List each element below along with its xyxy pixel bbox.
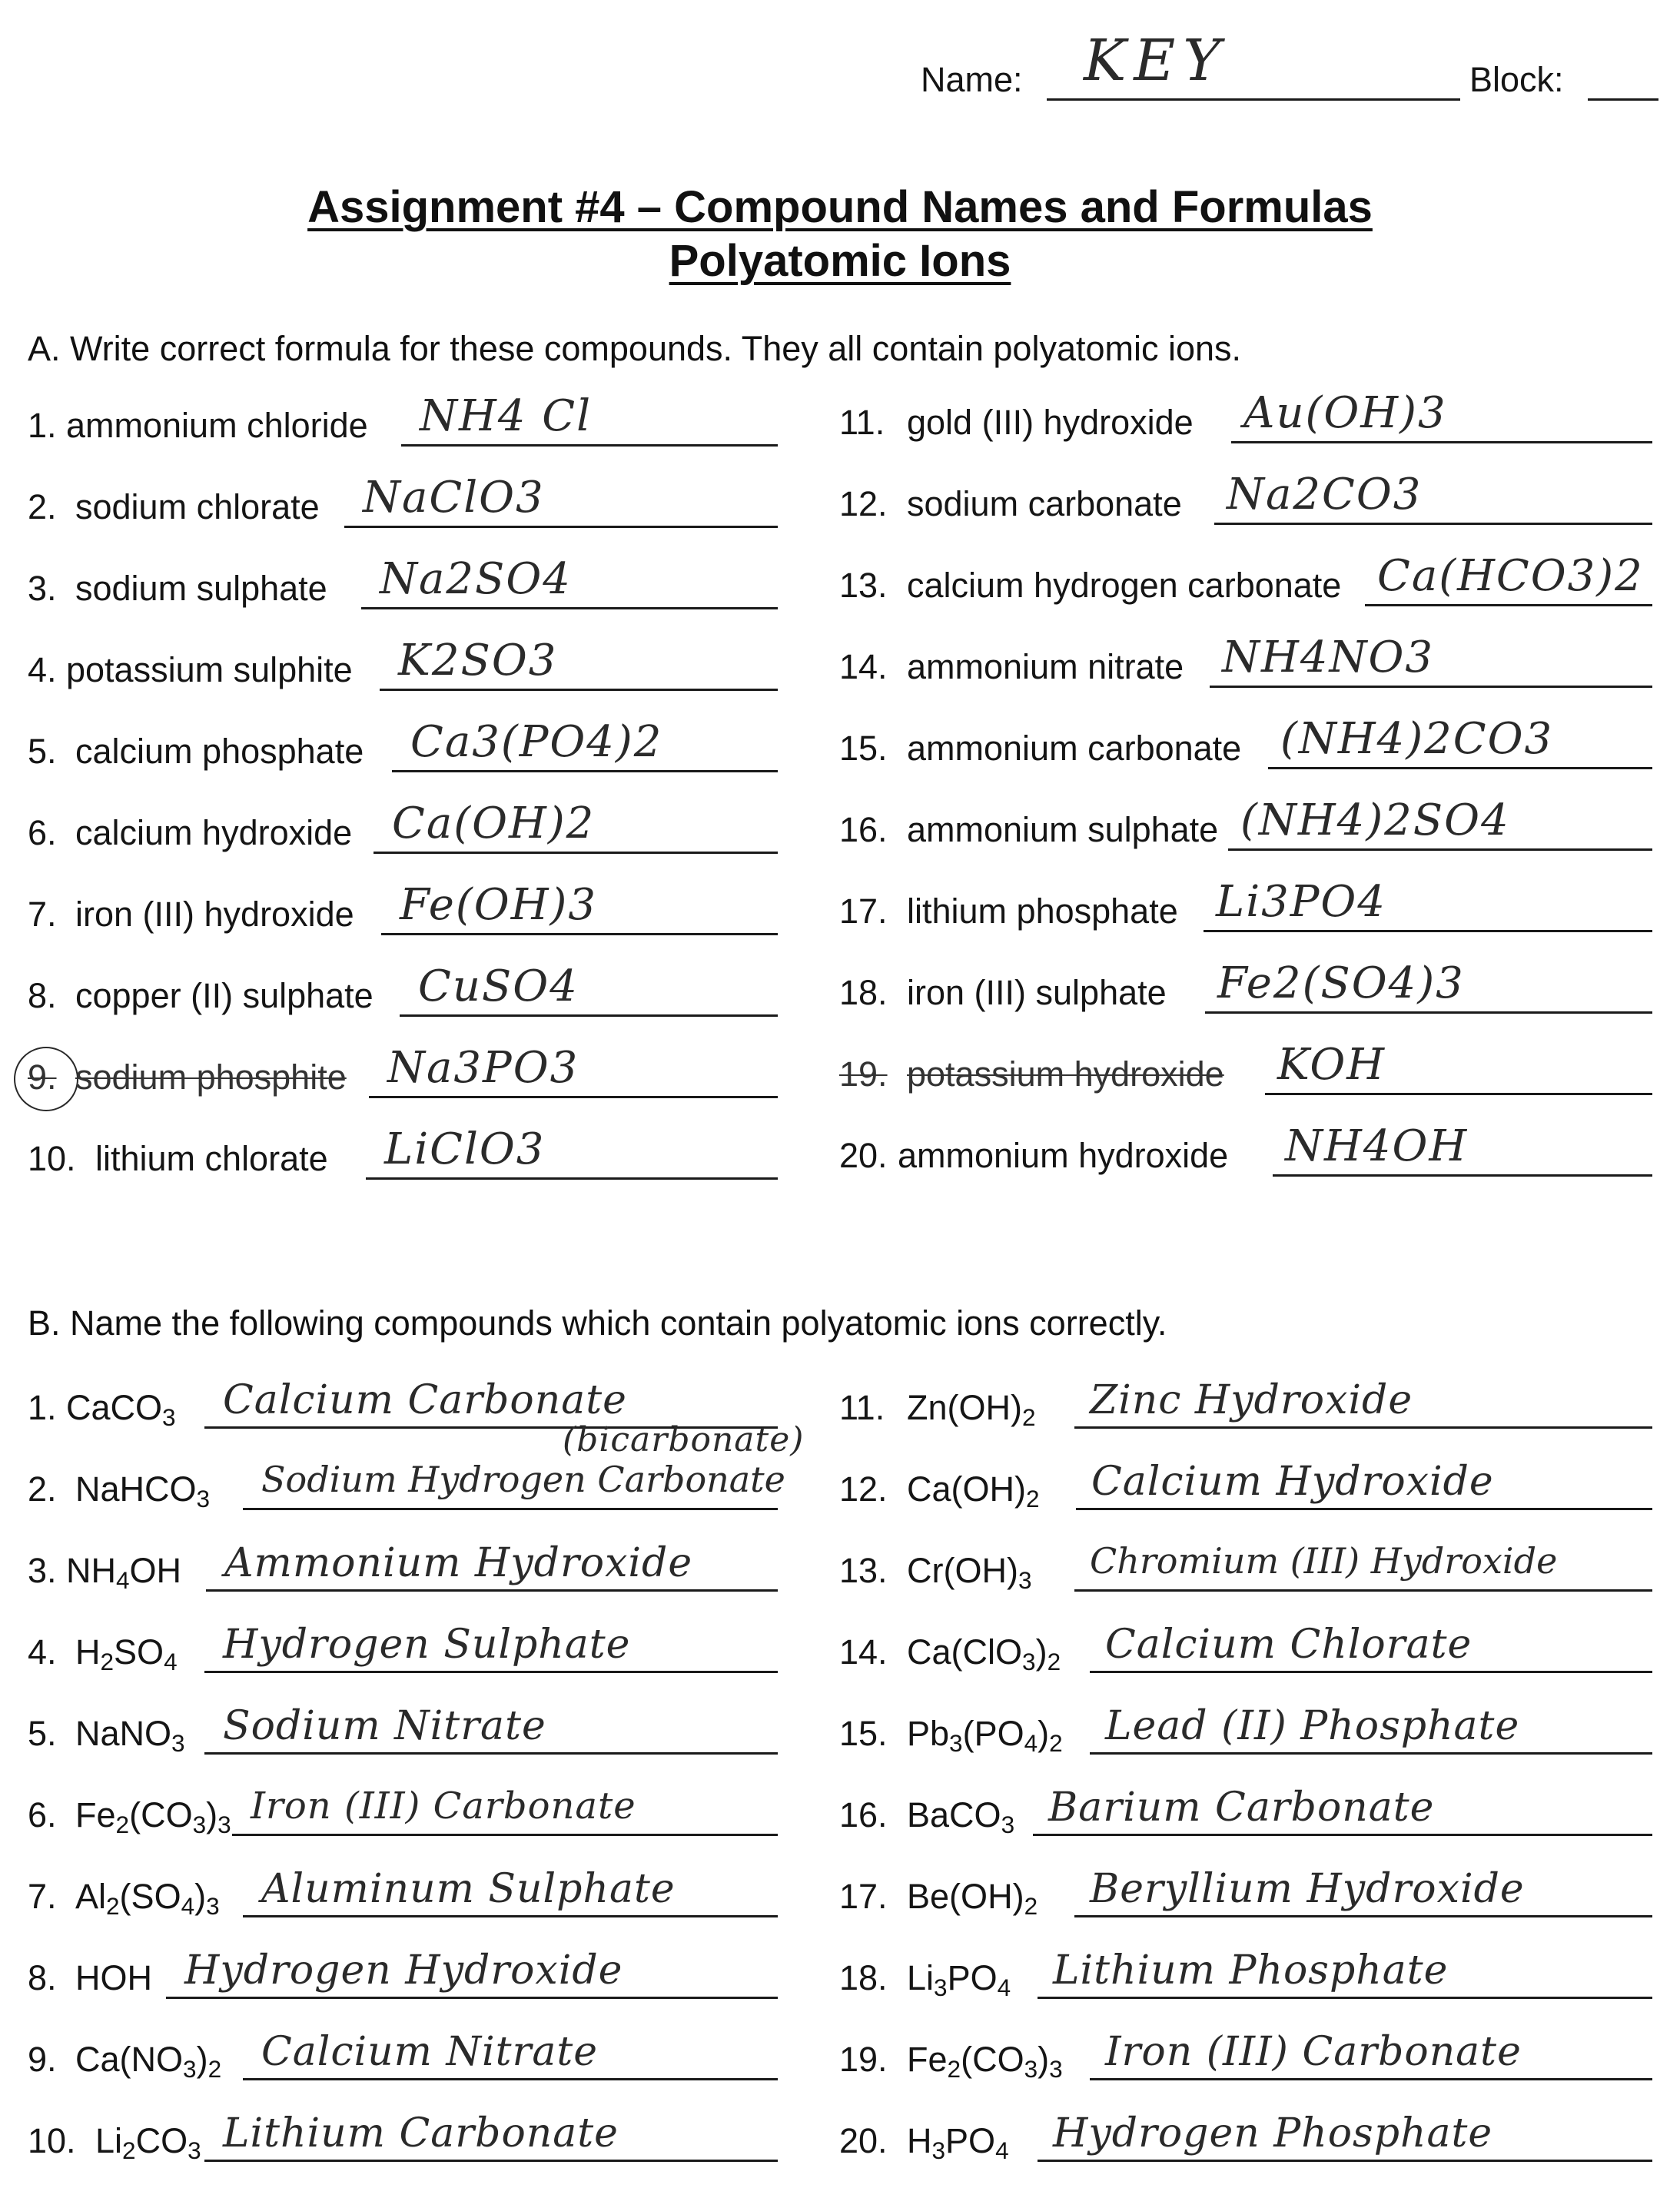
answer-line bbox=[166, 1997, 778, 1999]
section-b-formula: BaCO$_3$ bbox=[907, 1795, 1015, 1838]
section-b-answer: Calcium Carbonate bbox=[223, 1377, 627, 1423]
section-a-item-number: 1. bbox=[28, 406, 57, 445]
section-a-compound-name: lithium phosphate bbox=[907, 891, 1178, 931]
answer-line bbox=[366, 1177, 778, 1180]
section-b-answer: Calcium Chlorate bbox=[1105, 1622, 1472, 1668]
section-b-formula: $Li_3PO_4$ bbox=[907, 1958, 1011, 2001]
answer-line bbox=[369, 1096, 778, 1098]
section-a-item-number: 9. bbox=[28, 1057, 57, 1097]
section-b-item-number: 14. bbox=[839, 1632, 888, 1672]
section-a-answer: CuSO4 bbox=[418, 961, 579, 1011]
section-b-answer: Ammonium Hydroxide bbox=[224, 1540, 693, 1586]
block-label: Block: bbox=[1469, 60, 1564, 99]
section-b-formula: NaNO$_3$ bbox=[75, 1714, 185, 1757]
answer-line bbox=[361, 607, 778, 609]
answer-line bbox=[1231, 441, 1652, 443]
section-b-answer: Calcium Hydroxide bbox=[1091, 1459, 1494, 1505]
section-b-answer: Aluminum Sulphate bbox=[261, 1866, 676, 1912]
name-label: Name: bbox=[921, 60, 1023, 99]
name-line bbox=[1047, 98, 1460, 101]
section-a-compound-name: sodium carbonate bbox=[907, 484, 1182, 523]
section-b-formula: $Ca(NO_3)_2$ bbox=[75, 2040, 222, 2083]
section-a-answer: Ca3(PO4)2 bbox=[410, 717, 663, 767]
section-b-answer: Iron (III) Carbonate bbox=[251, 1785, 636, 1828]
section-a-answer: Ca(HCO3)2 bbox=[1377, 551, 1644, 601]
section-a-compound-name: calcium phosphate bbox=[75, 732, 364, 771]
section-b-formula: $Fe_2(CO_3)_3$ bbox=[907, 2040, 1063, 2083]
section-a-compound-name: ammonium hydroxide bbox=[898, 1136, 1229, 1175]
section-a-item-number: 8. bbox=[28, 976, 57, 1015]
section-b-formula: $Cr(OH)_3$ bbox=[907, 1551, 1032, 1594]
section-a-item-number: 19. bbox=[839, 1054, 888, 1094]
answer-line bbox=[344, 526, 778, 528]
section-a-compound-name: copper (II) sulphate bbox=[75, 976, 374, 1015]
answer-line bbox=[1265, 1093, 1652, 1095]
section-a-compound-name: iron (III) hydroxide bbox=[75, 895, 354, 934]
section-a-item-number: 18. bbox=[839, 973, 888, 1012]
section-b-answer: Sodium Nitrate bbox=[223, 1703, 546, 1749]
section-b-item-number: 10. bbox=[28, 2121, 76, 2160]
section-a-item-number: 11. bbox=[839, 403, 885, 442]
answer-line bbox=[381, 933, 778, 935]
section-a-item-number: 13. bbox=[839, 566, 888, 605]
answer-line bbox=[243, 2078, 778, 2080]
section-a-item-number: 14. bbox=[839, 647, 888, 686]
section-b-item-number: 4. bbox=[28, 1632, 57, 1672]
section-b-instruction: B. Name the following compounds which contain polyatomic ions correctly. bbox=[28, 1303, 1167, 1343]
section-a-compound-name: potassium hydroxide bbox=[907, 1054, 1224, 1094]
section-a-answer: Na2SO4 bbox=[380, 554, 572, 604]
answer-line bbox=[1074, 1589, 1652, 1592]
section-a-compound-name: ammonium chloride bbox=[66, 406, 368, 445]
section-b-item-number: 9. bbox=[28, 2040, 57, 2079]
section-a-answer: LiClO3 bbox=[384, 1124, 546, 1174]
section-a-item-number: 20. bbox=[839, 1136, 888, 1175]
section-a-compound-name: ammonium carbonate bbox=[907, 729, 1242, 768]
answer-line bbox=[1210, 686, 1652, 688]
section-b-answer: Sodium Hydrogen Carbonate bbox=[261, 1459, 785, 1500]
section-b-item-number: 8. bbox=[28, 1958, 57, 1997]
section-b-item-number: 17. bbox=[839, 1877, 888, 1916]
section-b-answer: Calcium Nitrate bbox=[261, 2029, 599, 2075]
section-a-answer: KOH bbox=[1277, 1040, 1386, 1090]
section-b-answer: Hydrogen Hydroxide bbox=[184, 1947, 623, 1994]
section-a-answer: Na3PO3 bbox=[387, 1043, 579, 1093]
section-b-answer: Zinc Hydroxide bbox=[1090, 1377, 1413, 1423]
answer-line bbox=[400, 1014, 778, 1017]
answer-line bbox=[1273, 1174, 1652, 1177]
section-b-formula: $H_3PO_4$ bbox=[907, 2121, 1009, 2164]
section-b-answer: Hydrogen Phosphate bbox=[1053, 2110, 1493, 2156]
answer-line bbox=[243, 1915, 778, 1917]
answer-line bbox=[1204, 930, 1652, 932]
section-b-answer: Barium Carbonate bbox=[1048, 1785, 1435, 1831]
section-b-item-number: 3. bbox=[28, 1551, 57, 1590]
answer-line bbox=[1365, 604, 1652, 606]
section-b-answer: Chromium (III) Hydroxide bbox=[1090, 1540, 1558, 1582]
section-a-compound-name: iron (III) sulphate bbox=[907, 973, 1167, 1012]
section-b-answer: Lithium Phosphate bbox=[1053, 1947, 1449, 1994]
section-a-compound-name: sodium sulphate bbox=[75, 569, 327, 608]
section-a-item-number: 4. bbox=[28, 650, 57, 689]
section-b-formula: $H_2SO_4$ bbox=[75, 1632, 178, 1675]
section-b-item-number: 1. bbox=[28, 1388, 57, 1427]
section-a-compound-name: sodium chlorate bbox=[75, 487, 320, 526]
answer-line bbox=[1228, 848, 1652, 851]
answer-line bbox=[1214, 523, 1652, 525]
block-line bbox=[1588, 98, 1658, 101]
answer-line bbox=[401, 444, 778, 447]
section-a-item-number: 16. bbox=[839, 810, 888, 849]
section-b-item-number: 15. bbox=[839, 1714, 888, 1753]
section-b-formula: CaCO$_3$ bbox=[66, 1388, 176, 1431]
section-a-answer: Fe(OH)3 bbox=[400, 880, 598, 930]
section-a-compound-name: gold (III) hydroxide bbox=[907, 403, 1194, 442]
section-a-item-number: 12. bbox=[839, 484, 888, 523]
section-b-item-number: 16. bbox=[839, 1795, 888, 1834]
section-a-item-number: 7. bbox=[28, 895, 57, 934]
section-b-item-number: 13. bbox=[839, 1551, 888, 1590]
section-a-compound-name: calcium hydroxide bbox=[75, 813, 353, 852]
section-a-item-number: 6. bbox=[28, 813, 57, 852]
section-b-answer: Beryllium Hydroxide bbox=[1090, 1866, 1525, 1912]
section-b-answer: Lead (II) Phosphate bbox=[1105, 1703, 1520, 1749]
answer-line bbox=[392, 770, 778, 772]
section-b-item-number: 12. bbox=[839, 1469, 888, 1509]
answer-line bbox=[380, 689, 778, 691]
section-b-item-number: 18. bbox=[839, 1958, 888, 1997]
section-b-answer-note: (bicarbonate) bbox=[563, 1420, 805, 1459]
answer-line bbox=[1038, 2160, 1652, 2162]
section-a-answer: NaClO3 bbox=[363, 473, 545, 523]
section-a-item-number: 10. bbox=[28, 1139, 76, 1178]
answer-line bbox=[232, 1834, 778, 1836]
section-b-item-number: 5. bbox=[28, 1714, 57, 1753]
section-a-compound-name: calcium hydrogen carbonate bbox=[907, 566, 1342, 605]
section-a-answer: Au(OH)3 bbox=[1243, 388, 1447, 438]
section-b-formula: $Zn(OH)_2$ bbox=[907, 1388, 1036, 1431]
answer-line bbox=[204, 1752, 778, 1755]
section-b-formula: $Al_2(SO_4)_3$ bbox=[75, 1877, 220, 1920]
section-b-item-number: 6. bbox=[28, 1795, 57, 1834]
section-b-answer: Iron (III) Carbonate bbox=[1105, 2029, 1522, 2075]
section-a-answer: (NH4)2CO3 bbox=[1280, 714, 1554, 764]
answer-line bbox=[243, 1508, 778, 1510]
answer-line bbox=[204, 1671, 778, 1673]
answer-line bbox=[1074, 1426, 1652, 1429]
section-a-answer: Ca(OH)2 bbox=[392, 799, 596, 848]
section-a-answer: K2SO3 bbox=[398, 636, 558, 686]
section-a-answer: (NH4)2SO4 bbox=[1240, 795, 1510, 845]
answer-line bbox=[1090, 1671, 1652, 1673]
section-b-formula: NaHCO$_3$ bbox=[75, 1469, 211, 1512]
section-b-answer: Lithium Carbonate bbox=[223, 2110, 619, 2156]
section-a-answer: Fe2(SO4)3 bbox=[1217, 958, 1465, 1008]
answer-line bbox=[206, 1589, 778, 1592]
section-b-item-number: 19. bbox=[839, 2040, 888, 2079]
section-a-item-number: 5. bbox=[28, 732, 57, 771]
answer-line bbox=[1074, 1915, 1652, 1917]
answer-line bbox=[1090, 2078, 1652, 2080]
section-b-item-number: 20. bbox=[839, 2121, 888, 2160]
section-a-item-number: 15. bbox=[839, 729, 888, 768]
answer-line bbox=[1038, 1997, 1652, 1999]
section-a-compound-name: ammonium sulphate bbox=[907, 810, 1219, 849]
section-a-answer: Na2CO3 bbox=[1227, 470, 1423, 520]
section-a-answer: NH4 Cl bbox=[420, 391, 593, 441]
answer-line bbox=[1090, 1752, 1652, 1755]
section-a-item-number: 17. bbox=[839, 891, 888, 931]
section-b-item-number: 7. bbox=[28, 1877, 57, 1916]
section-a-compound-name: lithium chlorate bbox=[95, 1139, 328, 1178]
answer-line bbox=[374, 852, 778, 854]
section-b-formula: $Pb_3(PO_4)_2$ bbox=[907, 1714, 1063, 1757]
page-subtitle: Polyatomic Ions bbox=[669, 236, 1011, 286]
answer-line bbox=[1033, 1834, 1652, 1836]
section-a-answer: Li3PO4 bbox=[1216, 877, 1386, 927]
section-b-formula: $Li_2CO_3$ bbox=[95, 2121, 201, 2164]
answer-line bbox=[204, 2160, 778, 2162]
section-b-formula: $Fe_2(CO_3)_3$ bbox=[75, 1795, 231, 1838]
section-a-answer: NH4NO3 bbox=[1222, 632, 1435, 682]
section-a-item-number: 2. bbox=[28, 487, 57, 526]
answer-line bbox=[1076, 1508, 1652, 1510]
section-b-answer: Hydrogen Sulphate bbox=[223, 1622, 631, 1668]
section-b-item-number: 11. bbox=[839, 1388, 885, 1427]
answer-line bbox=[1268, 767, 1652, 769]
section-a-instruction: A. Write correct formula for these compounds. They all contain polyatomic ions. bbox=[28, 329, 1242, 368]
section-a-answer: NH4OH bbox=[1285, 1121, 1469, 1171]
answer-line bbox=[1205, 1011, 1652, 1014]
section-b-formula: HOH bbox=[75, 1958, 153, 1997]
section-a-compound-name: ammonium nitrate bbox=[907, 647, 1184, 686]
section-b-formula: $Be(OH)_2$ bbox=[907, 1877, 1038, 1920]
name-value: KEY bbox=[1084, 28, 1229, 94]
page-title: Assignment #4 – Compound Names and Formulas bbox=[307, 182, 1373, 232]
section-b-item-number: 2. bbox=[28, 1469, 57, 1509]
section-b-formula: $Ca(OH)_2$ bbox=[907, 1469, 1040, 1512]
section-b-formula: $NH_4OH$ bbox=[66, 1551, 182, 1594]
section-b-formula: $Ca(ClO_3)_2$ bbox=[907, 1632, 1061, 1675]
section-a-item-number: 3. bbox=[28, 569, 57, 608]
section-a-compound-name: sodium phosphite bbox=[75, 1057, 347, 1097]
section-a-compound-name: potassium sulphite bbox=[66, 650, 353, 689]
